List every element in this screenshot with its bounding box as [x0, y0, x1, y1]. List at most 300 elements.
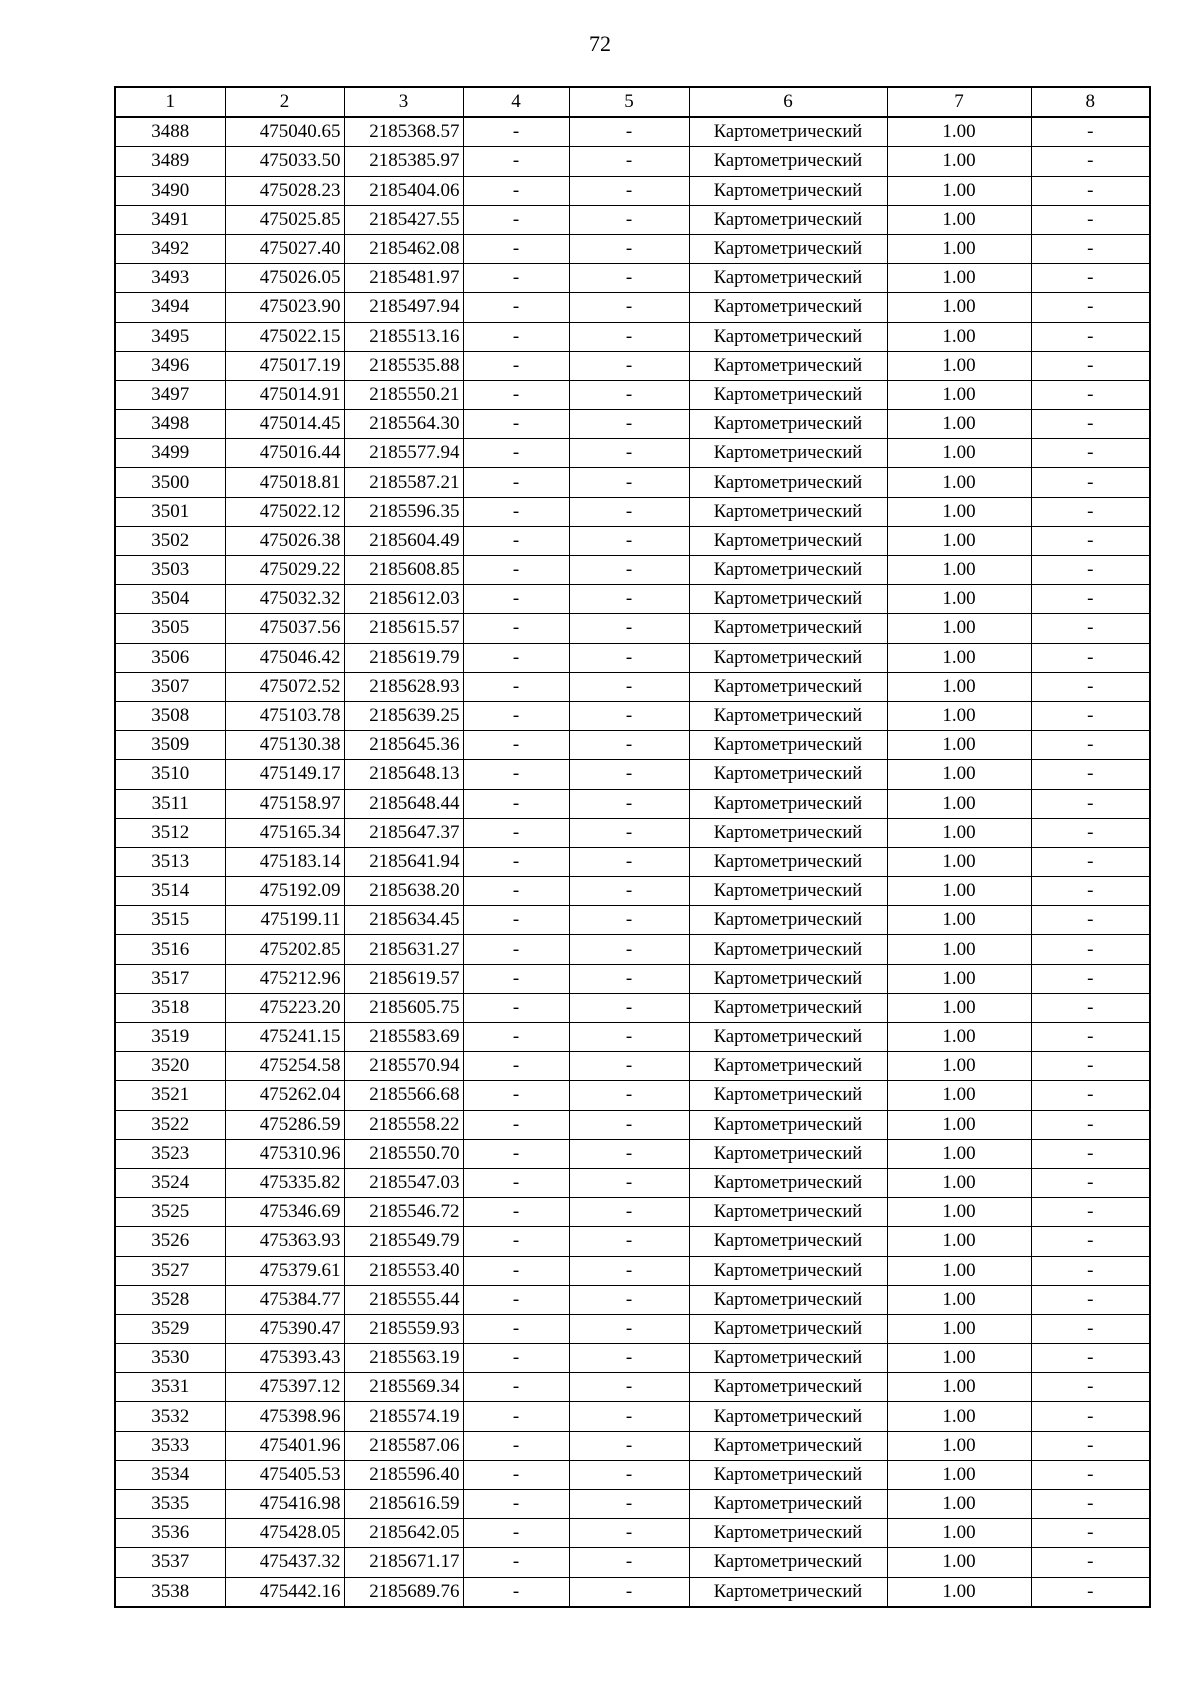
y-coordinate-cell: 2185642.05 [344, 1519, 463, 1548]
column-5-cell: - [569, 847, 689, 876]
column-8-cell: - [1031, 1023, 1150, 1052]
point-number-cell: 3524 [115, 1168, 225, 1197]
column-8-cell: - [1031, 1548, 1150, 1577]
table-row [115, 1081, 1150, 1110]
column-5-cell: - [569, 1373, 689, 1402]
method-cell: Картометрический [689, 497, 887, 526]
column-4-cell: - [463, 1431, 569, 1460]
column-header: 3 [344, 87, 463, 117]
x-coordinate-cell: 475130.38 [225, 731, 344, 760]
column-8-cell: - [1031, 672, 1150, 701]
accuracy-cell: 1.00 [887, 1052, 1031, 1081]
column-5-cell: - [569, 1285, 689, 1314]
accuracy-cell: 1.00 [887, 906, 1031, 935]
y-coordinate-cell: 2185566.68 [344, 1081, 463, 1110]
x-coordinate-cell: 475018.81 [225, 468, 344, 497]
column-header: 5 [569, 87, 689, 117]
column-5-cell: - [569, 1344, 689, 1373]
column-5-cell: - [569, 1314, 689, 1343]
column-5-cell: - [569, 322, 689, 351]
x-coordinate-cell: 475405.53 [225, 1460, 344, 1489]
column-5-cell: - [569, 1023, 689, 1052]
method-cell: Картометрический [689, 1168, 887, 1197]
accuracy-cell: 1.00 [887, 877, 1031, 906]
accuracy-cell: 1.00 [887, 468, 1031, 497]
accuracy-cell: 1.00 [887, 205, 1031, 234]
column-4-cell: - [463, 468, 569, 497]
x-coordinate-cell: 475212.96 [225, 964, 344, 993]
y-coordinate-cell: 2185570.94 [344, 1052, 463, 1081]
column-4-cell: - [463, 585, 569, 614]
x-coordinate-cell: 475046.42 [225, 643, 344, 672]
point-number-cell: 3489 [115, 147, 225, 176]
x-coordinate-cell: 475437.32 [225, 1548, 344, 1577]
accuracy-cell: 1.00 [887, 1490, 1031, 1519]
point-number-cell: 3525 [115, 1198, 225, 1227]
point-number-cell: 3532 [115, 1402, 225, 1431]
column-5-cell: - [569, 731, 689, 760]
column-4-cell: - [463, 1490, 569, 1519]
accuracy-cell: 1.00 [887, 1256, 1031, 1285]
method-cell: Картометрический [689, 205, 887, 234]
column-4-cell: - [463, 993, 569, 1022]
accuracy-cell: 1.00 [887, 234, 1031, 263]
x-coordinate-cell: 475335.82 [225, 1168, 344, 1197]
y-coordinate-cell: 2185604.49 [344, 526, 463, 555]
column-5-cell: - [569, 1402, 689, 1431]
accuracy-cell: 1.00 [887, 439, 1031, 468]
accuracy-cell: 1.00 [887, 1139, 1031, 1168]
column-5-cell: - [569, 526, 689, 555]
method-cell: Картометрический [689, 234, 887, 263]
accuracy-cell: 1.00 [887, 1373, 1031, 1402]
y-coordinate-cell: 2185513.16 [344, 322, 463, 351]
column-4-cell: - [463, 205, 569, 234]
table-row [115, 760, 1150, 789]
y-coordinate-cell: 2185641.94 [344, 847, 463, 876]
table-row [115, 1314, 1150, 1343]
column-8-cell: - [1031, 1577, 1150, 1607]
x-coordinate-cell: 475310.96 [225, 1139, 344, 1168]
y-coordinate-cell: 2185577.94 [344, 439, 463, 468]
column-5-cell: - [569, 1548, 689, 1577]
column-5-cell: - [569, 1227, 689, 1256]
x-coordinate-cell: 475379.61 [225, 1256, 344, 1285]
column-4-cell: - [463, 1110, 569, 1139]
column-8-cell: - [1031, 147, 1150, 176]
table-row [115, 906, 1150, 935]
y-coordinate-cell: 2185645.36 [344, 731, 463, 760]
column-4-cell: - [463, 526, 569, 555]
method-cell: Картометрический [689, 176, 887, 205]
table-row [115, 1548, 1150, 1577]
column-5-cell: - [569, 147, 689, 176]
accuracy-cell: 1.00 [887, 964, 1031, 993]
accuracy-cell: 1.00 [887, 818, 1031, 847]
column-4-cell: - [463, 439, 569, 468]
method-cell: Картометрический [689, 1402, 887, 1431]
point-number-cell: 3494 [115, 293, 225, 322]
column-4-cell: - [463, 322, 569, 351]
column-4-cell: - [463, 556, 569, 585]
table-row [115, 1285, 1150, 1314]
accuracy-cell: 1.00 [887, 176, 1031, 205]
point-number-cell: 3503 [115, 556, 225, 585]
column-5-cell: - [569, 585, 689, 614]
column-5-cell: - [569, 1577, 689, 1607]
method-cell: Картометрический [689, 410, 887, 439]
method-cell: Картометрический [689, 731, 887, 760]
table-row [115, 993, 1150, 1022]
table-row [115, 322, 1150, 351]
table-row [115, 1402, 1150, 1431]
table-row [115, 964, 1150, 993]
point-number-cell: 3538 [115, 1577, 225, 1607]
column-header: 7 [887, 87, 1031, 117]
x-coordinate-cell: 475025.85 [225, 205, 344, 234]
y-coordinate-cell: 2185638.20 [344, 877, 463, 906]
table-row [115, 1373, 1150, 1402]
table-row [115, 234, 1150, 263]
x-coordinate-cell: 475397.12 [225, 1373, 344, 1402]
x-coordinate-cell: 475037.56 [225, 614, 344, 643]
column-5-cell: - [569, 1110, 689, 1139]
x-coordinate-cell: 475017.19 [225, 351, 344, 380]
x-coordinate-cell: 475390.47 [225, 1314, 344, 1343]
method-cell: Картометрический [689, 1431, 887, 1460]
point-number-cell: 3510 [115, 760, 225, 789]
method-cell: Картометрический [689, 351, 887, 380]
column-8-cell: - [1031, 643, 1150, 672]
x-coordinate-cell: 475032.32 [225, 585, 344, 614]
y-coordinate-cell: 2185553.40 [344, 1256, 463, 1285]
column-4-cell: - [463, 1548, 569, 1577]
table-row [115, 614, 1150, 643]
column-5-cell: - [569, 205, 689, 234]
y-coordinate-cell: 2185628.93 [344, 672, 463, 701]
column-5-cell: - [569, 468, 689, 497]
method-cell: Картометрический [689, 906, 887, 935]
point-number-cell: 3530 [115, 1344, 225, 1373]
column-4-cell: - [463, 147, 569, 176]
point-number-cell: 3515 [115, 906, 225, 935]
accuracy-cell: 1.00 [887, 760, 1031, 789]
column-5-cell: - [569, 1256, 689, 1285]
y-coordinate-cell: 2185689.76 [344, 1577, 463, 1607]
column-5-cell: - [569, 264, 689, 293]
x-coordinate-cell: 475398.96 [225, 1402, 344, 1431]
accuracy-cell: 1.00 [887, 643, 1031, 672]
accuracy-cell: 1.00 [887, 585, 1031, 614]
column-4-cell: - [463, 380, 569, 409]
column-8-cell: - [1031, 731, 1150, 760]
accuracy-cell: 1.00 [887, 322, 1031, 351]
table-row [115, 1227, 1150, 1256]
table-row [115, 176, 1150, 205]
method-cell: Картометрический [689, 322, 887, 351]
column-5-cell: - [569, 1052, 689, 1081]
y-coordinate-cell: 2185427.55 [344, 205, 463, 234]
y-coordinate-cell: 2185569.34 [344, 1373, 463, 1402]
y-coordinate-cell: 2185564.30 [344, 410, 463, 439]
column-5-cell: - [569, 380, 689, 409]
column-4-cell: - [463, 1285, 569, 1314]
column-5-cell: - [569, 1139, 689, 1168]
column-4-cell: - [463, 293, 569, 322]
column-8-cell: - [1031, 1344, 1150, 1373]
accuracy-cell: 1.00 [887, 1227, 1031, 1256]
method-cell: Картометрический [689, 585, 887, 614]
column-8-cell: - [1031, 380, 1150, 409]
point-number-cell: 3513 [115, 847, 225, 876]
x-coordinate-cell: 475028.23 [225, 176, 344, 205]
method-cell: Картометрический [689, 264, 887, 293]
y-coordinate-cell: 2185647.37 [344, 818, 463, 847]
column-8-cell: - [1031, 993, 1150, 1022]
point-number-cell: 3505 [115, 614, 225, 643]
column-5-cell: - [569, 760, 689, 789]
x-coordinate-cell: 475158.97 [225, 789, 344, 818]
point-number-cell: 3500 [115, 468, 225, 497]
column-5-cell: - [569, 1081, 689, 1110]
y-coordinate-cell: 2185546.72 [344, 1198, 463, 1227]
y-coordinate-cell: 2185616.59 [344, 1490, 463, 1519]
table-row [115, 556, 1150, 585]
column-5-cell: - [569, 701, 689, 730]
column-4-cell: - [463, 643, 569, 672]
accuracy-cell: 1.00 [887, 1023, 1031, 1052]
column-8-cell: - [1031, 1052, 1150, 1081]
column-8-cell: - [1031, 1519, 1150, 1548]
y-coordinate-cell: 2185547.03 [344, 1168, 463, 1197]
y-coordinate-cell: 2185587.21 [344, 468, 463, 497]
point-number-cell: 3517 [115, 964, 225, 993]
method-cell: Картометрический [689, 1577, 887, 1607]
y-coordinate-cell: 2185535.88 [344, 351, 463, 380]
point-number-cell: 3533 [115, 1431, 225, 1460]
column-8-cell: - [1031, 1402, 1150, 1431]
x-coordinate-cell: 475428.05 [225, 1519, 344, 1548]
accuracy-cell: 1.00 [887, 1314, 1031, 1343]
point-number-cell: 3527 [115, 1256, 225, 1285]
table-row [115, 1519, 1150, 1548]
x-coordinate-cell: 475027.40 [225, 234, 344, 263]
column-5-cell: - [569, 234, 689, 263]
column-4-cell: - [463, 1081, 569, 1110]
table-row [115, 672, 1150, 701]
y-coordinate-cell: 2185648.44 [344, 789, 463, 818]
column-5-cell: - [569, 935, 689, 964]
x-coordinate-cell: 475016.44 [225, 439, 344, 468]
column-4-cell: - [463, 614, 569, 643]
column-4-cell: - [463, 234, 569, 263]
y-coordinate-cell: 2185549.79 [344, 1227, 463, 1256]
accuracy-cell: 1.00 [887, 1168, 1031, 1197]
column-8-cell: - [1031, 1227, 1150, 1256]
method-cell: Картометрический [689, 993, 887, 1022]
column-4-cell: - [463, 264, 569, 293]
method-cell: Картометрический [689, 1373, 887, 1402]
accuracy-cell: 1.00 [887, 789, 1031, 818]
column-5-cell: - [569, 672, 689, 701]
column-8-cell: - [1031, 526, 1150, 555]
y-coordinate-cell: 2185558.22 [344, 1110, 463, 1139]
point-number-cell: 3488 [115, 117, 225, 147]
column-4-cell: - [463, 117, 569, 147]
x-coordinate-cell: 475363.93 [225, 1227, 344, 1256]
y-coordinate-cell: 2185559.93 [344, 1314, 463, 1343]
method-cell: Картометрический [689, 1314, 887, 1343]
point-number-cell: 3535 [115, 1490, 225, 1519]
y-coordinate-cell: 2185550.70 [344, 1139, 463, 1168]
x-coordinate-cell: 475029.22 [225, 556, 344, 585]
column-8-cell: - [1031, 1081, 1150, 1110]
table-row [115, 818, 1150, 847]
x-coordinate-cell: 475384.77 [225, 1285, 344, 1314]
column-8-cell: - [1031, 1285, 1150, 1314]
column-4-cell: - [463, 1519, 569, 1548]
point-number-cell: 3520 [115, 1052, 225, 1081]
y-coordinate-cell: 2185497.94 [344, 293, 463, 322]
column-5-cell: - [569, 1198, 689, 1227]
column-4-cell: - [463, 1402, 569, 1431]
x-coordinate-cell: 475199.11 [225, 906, 344, 935]
x-coordinate-cell: 475014.45 [225, 410, 344, 439]
column-4-cell: - [463, 1314, 569, 1343]
column-8-cell: - [1031, 585, 1150, 614]
column-5-cell: - [569, 906, 689, 935]
column-8-cell: - [1031, 556, 1150, 585]
accuracy-cell: 1.00 [887, 731, 1031, 760]
accuracy-cell: 1.00 [887, 1110, 1031, 1139]
column-4-cell: - [463, 1460, 569, 1489]
column-8-cell: - [1031, 1256, 1150, 1285]
x-coordinate-cell: 475202.85 [225, 935, 344, 964]
point-number-cell: 3519 [115, 1023, 225, 1052]
table-row [115, 1198, 1150, 1227]
y-coordinate-cell: 2185596.35 [344, 497, 463, 526]
point-number-cell: 3507 [115, 672, 225, 701]
method-cell: Картометрический [689, 1198, 887, 1227]
column-8-cell: - [1031, 760, 1150, 789]
method-cell: Картометрический [689, 147, 887, 176]
accuracy-cell: 1.00 [887, 497, 1031, 526]
column-8-cell: - [1031, 497, 1150, 526]
method-cell: Картометрический [689, 1110, 887, 1139]
y-coordinate-cell: 2185587.06 [344, 1431, 463, 1460]
column-4-cell: - [463, 906, 569, 935]
accuracy-cell: 1.00 [887, 380, 1031, 409]
point-number-cell: 3499 [115, 439, 225, 468]
x-coordinate-cell: 475442.16 [225, 1577, 344, 1607]
column-8-cell: - [1031, 1314, 1150, 1343]
column-4-cell: - [463, 351, 569, 380]
y-coordinate-cell: 2185648.13 [344, 760, 463, 789]
y-coordinate-cell: 2185574.19 [344, 1402, 463, 1431]
column-4-cell: - [463, 964, 569, 993]
accuracy-cell: 1.00 [887, 993, 1031, 1022]
table-row [115, 877, 1150, 906]
accuracy-cell: 1.00 [887, 1519, 1031, 1548]
y-coordinate-cell: 2185639.25 [344, 701, 463, 730]
y-coordinate-cell: 2185631.27 [344, 935, 463, 964]
point-number-cell: 3509 [115, 731, 225, 760]
column-4-cell: - [463, 1052, 569, 1081]
y-coordinate-cell: 2185619.79 [344, 643, 463, 672]
column-5-cell: - [569, 643, 689, 672]
column-8-cell: - [1031, 701, 1150, 730]
point-number-cell: 3534 [115, 1460, 225, 1489]
column-5-cell: - [569, 439, 689, 468]
method-cell: Картометрический [689, 468, 887, 497]
x-coordinate-cell: 475014.91 [225, 380, 344, 409]
method-cell: Картометрический [689, 760, 887, 789]
column-header: 2 [225, 87, 344, 117]
column-8-cell: - [1031, 877, 1150, 906]
x-coordinate-cell: 475033.50 [225, 147, 344, 176]
point-number-cell: 3497 [115, 380, 225, 409]
point-number-cell: 3511 [115, 789, 225, 818]
column-8-cell: - [1031, 1110, 1150, 1139]
method-cell: Картометрический [689, 1519, 887, 1548]
column-4-cell: - [463, 731, 569, 760]
y-coordinate-cell: 2185596.40 [344, 1460, 463, 1489]
accuracy-cell: 1.00 [887, 410, 1031, 439]
method-cell: Картометрический [689, 526, 887, 555]
method-cell: Картометрический [689, 439, 887, 468]
column-8-cell: - [1031, 935, 1150, 964]
column-8-cell: - [1031, 468, 1150, 497]
column-4-cell: - [463, 760, 569, 789]
column-8-cell: - [1031, 117, 1150, 147]
column-header: 4 [463, 87, 569, 117]
table-row [115, 1110, 1150, 1139]
point-number-cell: 3528 [115, 1285, 225, 1314]
accuracy-cell: 1.00 [887, 1431, 1031, 1460]
column-5-cell: - [569, 117, 689, 147]
method-cell: Картометрический [689, 1285, 887, 1314]
table-row [115, 439, 1150, 468]
accuracy-cell: 1.00 [887, 847, 1031, 876]
accuracy-cell: 1.00 [887, 1285, 1031, 1314]
table-row [115, 643, 1150, 672]
x-coordinate-cell: 475026.38 [225, 526, 344, 555]
method-cell: Картометрический [689, 614, 887, 643]
accuracy-cell: 1.00 [887, 1402, 1031, 1431]
column-5-cell: - [569, 993, 689, 1022]
column-4-cell: - [463, 497, 569, 526]
table-row [115, 1052, 1150, 1081]
method-cell: Картометрический [689, 672, 887, 701]
table-row [115, 117, 1150, 147]
x-coordinate-cell: 475416.98 [225, 1490, 344, 1519]
method-cell: Картометрический [689, 293, 887, 322]
column-5-cell: - [569, 789, 689, 818]
method-cell: Картометрический [689, 701, 887, 730]
x-coordinate-cell: 475192.09 [225, 877, 344, 906]
table-row [115, 1168, 1150, 1197]
table-row [115, 847, 1150, 876]
table-header-row [115, 87, 1150, 117]
method-cell: Картометрический [689, 964, 887, 993]
y-coordinate-cell: 2185368.57 [344, 117, 463, 147]
x-coordinate-cell: 475393.43 [225, 1344, 344, 1373]
column-8-cell: - [1031, 906, 1150, 935]
column-8-cell: - [1031, 1139, 1150, 1168]
point-number-cell: 3516 [115, 935, 225, 964]
accuracy-cell: 1.00 [887, 701, 1031, 730]
accuracy-cell: 1.00 [887, 1081, 1031, 1110]
